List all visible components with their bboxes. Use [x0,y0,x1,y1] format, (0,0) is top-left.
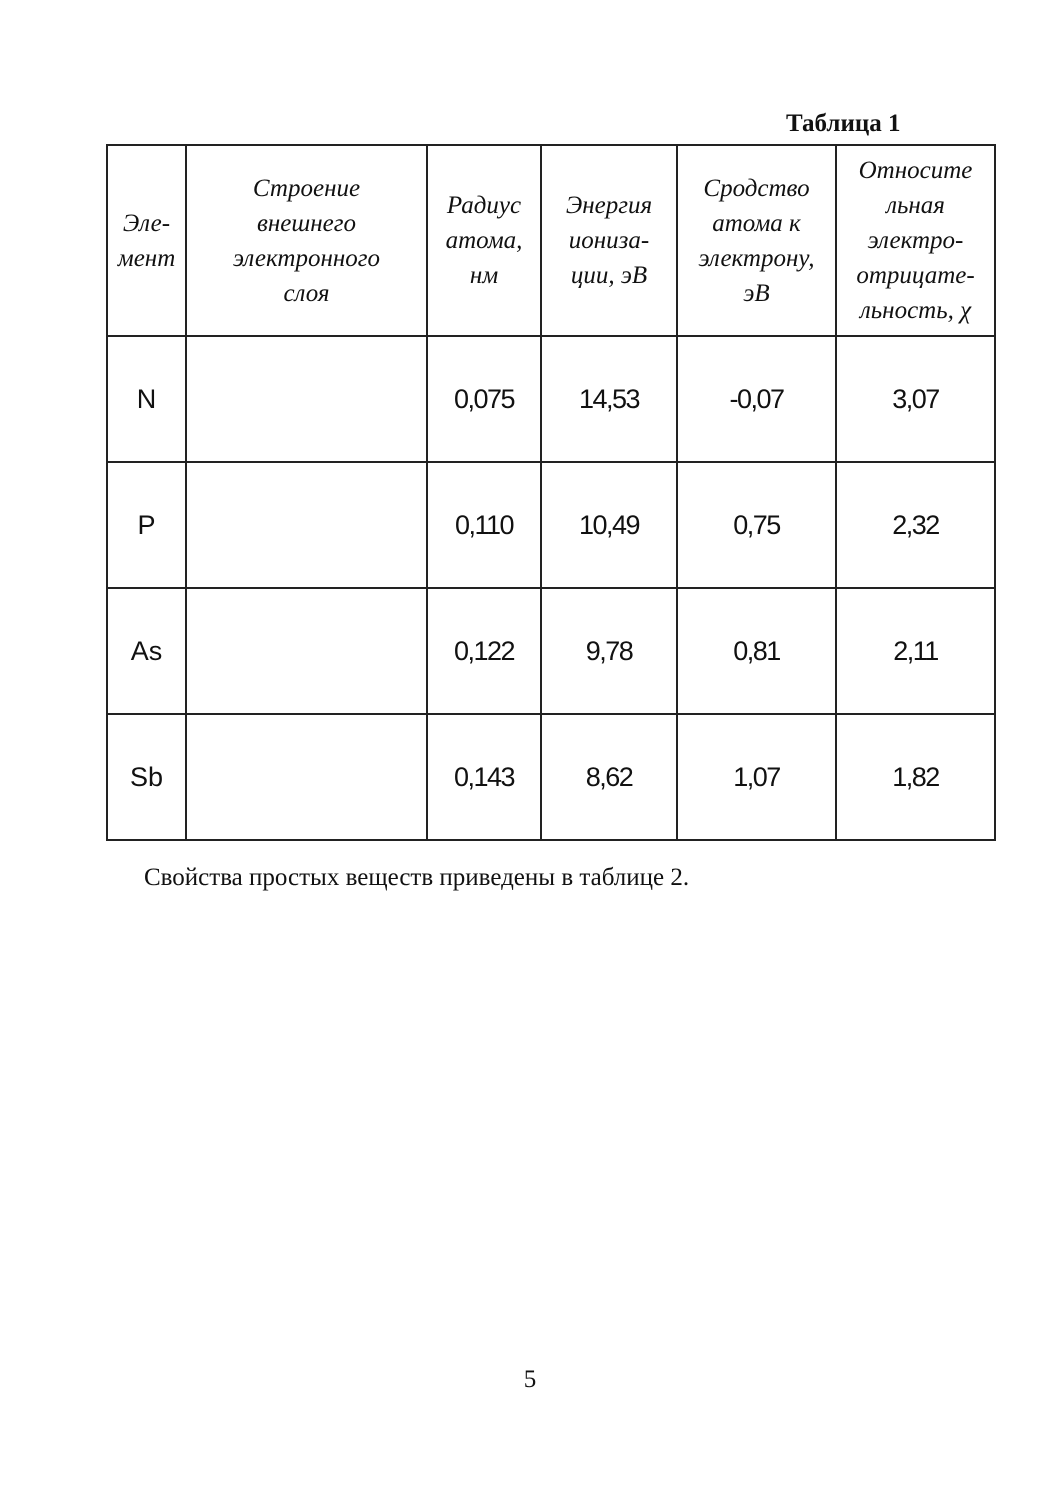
table-row [107,462,995,588]
header-element: Эле- мент [107,145,186,336]
properties-table [106,144,996,841]
cell-electron-affinity: -0,07 [677,336,836,462]
cell-atomic-radius: 0,122 [427,588,541,714]
cell-atomic-radius: 0,143 [427,714,541,840]
cell-element: As [107,588,186,714]
cell-atomic-radius: 0,075 [427,336,541,462]
table-row [107,336,995,462]
cell-ionization-energy: 14,53 [541,336,677,462]
header-electron-affinity: Сродство атома к электрону, эВ [677,145,836,336]
cell-electronegativity: 3,07 [836,336,995,462]
header-atomic-radius: Радиус атома, нм [427,145,541,336]
header-ionization-energy: Энергия иониза- ции, эВ [541,145,677,336]
table-row [107,588,995,714]
cell-electronegativity: 2,32 [836,462,995,588]
table-row [107,714,995,840]
cell-ionization-energy: 8,62 [541,714,677,840]
header-electron-shell: Строение внешнего электронного слоя [186,145,427,336]
table-caption: Таблица 1 [786,110,901,137]
header-electronegativity: Относите льная электро- отрицате- льность, χ [836,145,995,336]
cell-element: Sb [107,714,186,840]
body-paragraph: Свойства простых веществ приведены в таблице 2. [144,864,690,891]
cell-electron-affinity: 0,81 [677,588,836,714]
cell-element: P [107,462,186,588]
cell-ionization-energy: 9,78 [541,588,677,714]
cell-electron-affinity: 0,75 [677,462,836,588]
cell-element: N [107,336,186,462]
cell-atomic-radius: 0,110 [427,462,541,588]
table-header-row [107,145,995,336]
cell-electronegativity: 2,11 [836,588,995,714]
cell-electron-shell [186,336,427,462]
cell-electron-shell [186,462,427,588]
cell-electron-shell [186,588,427,714]
cell-ionization-energy: 10,49 [541,462,677,588]
cell-electron-affinity: 1,07 [677,714,836,840]
page-number: 5 [523,1366,537,1393]
cell-electron-shell [186,714,427,840]
cell-electronegativity: 1,82 [836,714,995,840]
